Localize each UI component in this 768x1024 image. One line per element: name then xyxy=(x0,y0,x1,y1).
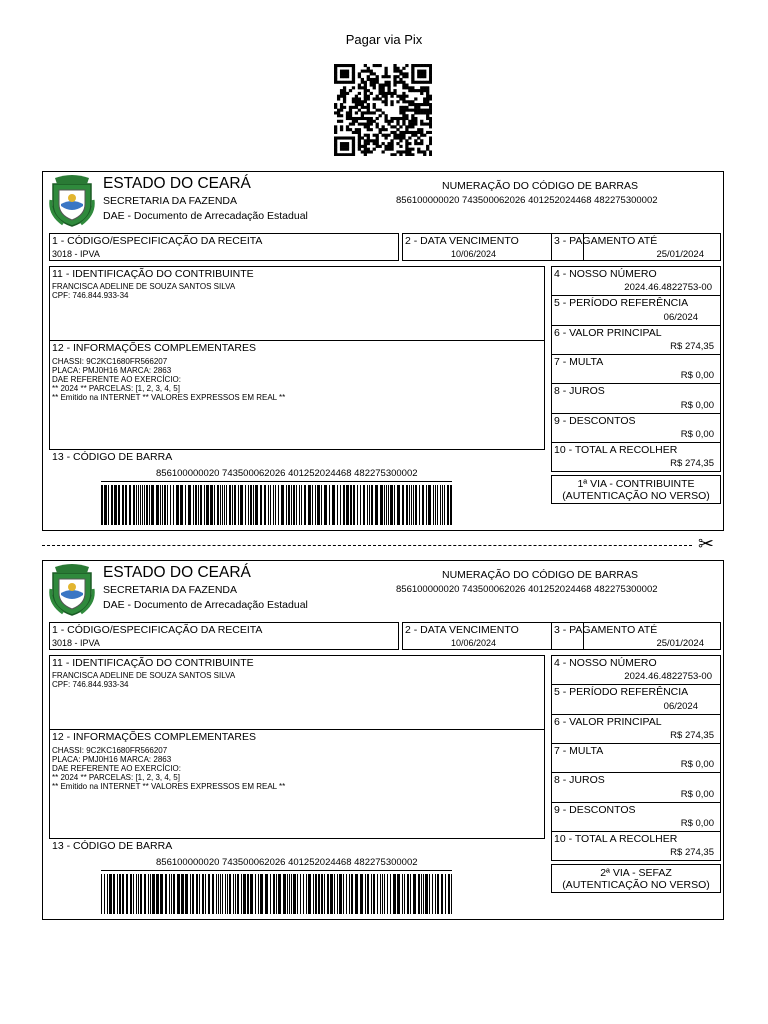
codigo-barra-label: 13 - CÓDIGO DE BARRA xyxy=(52,451,173,463)
info-line: ** 2024 ** PARCELAS: [1, 2, 3, 4, 5] xyxy=(52,384,180,393)
contribuinte-box xyxy=(49,655,545,839)
pix-qr-code xyxy=(334,64,432,156)
juros-value: R$ 0,00 xyxy=(680,400,714,411)
barcode-number-header: 856100000020 743500062026 401252024468 482275300002 xyxy=(396,584,658,595)
pix-title: Pagar via Pix xyxy=(345,32,423,47)
ceara-coat-of-arms-icon xyxy=(49,563,95,617)
dae-slip-sefaz xyxy=(42,560,724,920)
info-line: ** Emitido na INTERNET ** VALORES EXPRESSOS EM REAL ** xyxy=(52,393,286,402)
contribuinte-cpf: CPF: 746.844.933-34 xyxy=(52,291,129,300)
dae-label: DAE - Documento de Arrecadação Estadual xyxy=(103,599,308,611)
info-line: ** 2024 ** PARCELAS: [1, 2, 3, 4, 5] xyxy=(52,773,180,782)
info-line: CHASSI: 9C2KC1680FR566207 xyxy=(52,746,168,755)
total-value: R$ 274,35 xyxy=(670,458,714,469)
periodo-value: 06/2024 xyxy=(663,312,698,323)
total-value: R$ 274,35 xyxy=(670,847,714,858)
info-lines xyxy=(52,357,285,402)
descontos-value: R$ 0,00 xyxy=(680,818,714,829)
via-box xyxy=(551,864,721,893)
receita-box xyxy=(49,622,399,650)
descontos-label: 9 - DESCONTOS xyxy=(554,804,636,816)
contribuinte-name: FRANCISCA ADELINE DE SOUZA SANTOS SILVA xyxy=(52,282,236,291)
contribuinte-name: FRANCISCA ADELINE DE SOUZA SANTOS SILVA xyxy=(52,671,236,680)
info-line: PLACA: PMJ0H16 MARCA: 2863 xyxy=(52,366,172,375)
info-lines xyxy=(52,746,285,791)
multa-value: R$ 0,00 xyxy=(680,759,714,770)
barcode-number-title: NUMERAÇÃO DO CÓDIGO DE BARRAS xyxy=(442,180,639,192)
barcode-number-header: 856100000020 743500062026 401252024468 482275300002 xyxy=(396,195,658,206)
via-line2: (AUTENTICAÇÃO NO VERSO) xyxy=(562,879,710,891)
pagamento-value: 25/01/2024 xyxy=(656,249,704,260)
barcode xyxy=(101,874,452,914)
juros-label: 8 - JUROS xyxy=(554,774,605,786)
barcode xyxy=(101,485,452,525)
via-line1: 1ª VIA - CONTRIBUINTE xyxy=(577,478,695,490)
via-line2: (AUTENTICAÇÃO NO VERSO) xyxy=(562,490,710,502)
dae-slip-contribuinte xyxy=(42,171,724,531)
cut-line xyxy=(42,545,692,546)
valor-principal-value: R$ 274,35 xyxy=(670,341,714,352)
valor-principal-value: R$ 274,35 xyxy=(670,730,714,741)
info-line: DAE REFERENTE AO EXERCÍCIO: xyxy=(52,375,181,384)
info-line: CHASSI: 9C2KC1680FR566207 xyxy=(52,357,168,366)
nosso-numero-value: 2024.46.4822753-00 xyxy=(624,282,712,293)
state-name: ESTADO DO CEARÁ xyxy=(103,175,251,192)
info-line: PLACA: PMJ0H16 MARCA: 2863 xyxy=(52,755,172,764)
juros-label: 8 - JUROS xyxy=(554,385,605,397)
via-line1: 2ª VIA - SEFAZ xyxy=(600,867,672,879)
total-label: 10 - TOTAL A RECOLHER xyxy=(554,833,678,845)
values-box xyxy=(551,266,721,472)
pagamento-box xyxy=(551,233,721,261)
pagamento-label: 3 - PAGAMENTO ATÉ xyxy=(554,235,658,247)
secretaria-label: SECRETARIA DA FAZENDA xyxy=(103,195,238,207)
nosso-numero-value: 2024.46.4822753-00 xyxy=(624,671,712,682)
periodo-label: 5 - PERÍODO REFERÊNCIA xyxy=(554,686,689,698)
contribuinte-label: 11 - IDENTIFICAÇÃO DO CONTRIBUINTE xyxy=(52,657,254,669)
contribuinte-label: 11 - IDENTIFICAÇÃO DO CONTRIBUINTE xyxy=(52,268,254,280)
receita-value: 3018 - IPVA xyxy=(52,249,100,259)
receita-label: 1 - CÓDIGO/ESPECIFICAÇÃO DA RECEITA xyxy=(52,235,263,247)
secretaria-label: SECRETARIA DA FAZENDA xyxy=(103,584,238,596)
barcode-number-title: NUMERAÇÃO DO CÓDIGO DE BARRAS xyxy=(442,569,639,581)
receita-box xyxy=(49,233,399,261)
barcode-number-footer: 856100000020 743500062026 401252024468 482275300002 xyxy=(156,468,418,479)
multa-value: R$ 0,00 xyxy=(680,370,714,381)
vencimento-value: 10/06/2024 xyxy=(451,638,497,648)
info-label: 12 - INFORMAÇÕES COMPLEMENTARES xyxy=(52,731,257,743)
pagamento-box xyxy=(551,622,721,650)
periodo-label: 5 - PERÍODO REFERÊNCIA xyxy=(554,297,689,309)
contribuinte-cpf: CPF: 746.844.933-34 xyxy=(52,680,129,689)
barcode-number-footer: 856100000020 743500062026 401252024468 482275300002 xyxy=(156,857,418,868)
dae-label: DAE - Documento de Arrecadação Estadual xyxy=(103,210,308,222)
nosso-numero-label: 4 - NOSSO NÚMERO xyxy=(554,657,657,669)
multa-label: 7 - MULTA xyxy=(554,356,604,368)
info-line: ** Emitido na INTERNET ** VALORES EXPRESSOS EM REAL ** xyxy=(52,782,286,791)
valor-principal-label: 6 - VALOR PRINCIPAL xyxy=(554,716,662,728)
receita-label: 1 - CÓDIGO/ESPECIFICAÇÃO DA RECEITA xyxy=(52,624,263,636)
descontos-label: 9 - DESCONTOS xyxy=(554,415,636,427)
via-box xyxy=(551,475,721,504)
vencimento-value: 10/06/2024 xyxy=(451,249,497,259)
multa-label: 7 - MULTA xyxy=(554,745,604,757)
values-box xyxy=(551,655,721,861)
valor-principal-label: 6 - VALOR PRINCIPAL xyxy=(554,327,662,339)
info-label: 12 - INFORMAÇÕES COMPLEMENTARES xyxy=(52,342,257,354)
vencimento-label: 2 - DATA VENCIMENTO xyxy=(405,624,519,636)
nosso-numero-label: 4 - NOSSO NÚMERO xyxy=(554,268,657,280)
juros-value: R$ 0,00 xyxy=(680,789,714,800)
pagamento-label: 3 - PAGAMENTO ATÉ xyxy=(554,624,658,636)
receita-value: 3018 - IPVA xyxy=(52,638,100,648)
info-line: DAE REFERENTE AO EXERCÍCIO: xyxy=(52,764,181,773)
vencimento-label: 2 - DATA VENCIMENTO xyxy=(405,235,519,247)
descontos-value: R$ 0,00 xyxy=(680,429,714,440)
periodo-value: 06/2024 xyxy=(663,701,698,712)
ceara-coat-of-arms-icon xyxy=(49,174,95,228)
state-name: ESTADO DO CEARÁ xyxy=(103,564,251,581)
pagamento-value: 25/01/2024 xyxy=(656,638,704,649)
contribuinte-box xyxy=(49,266,545,450)
codigo-barra-label: 13 - CÓDIGO DE BARRA xyxy=(52,840,173,852)
scissors-icon: ✂ xyxy=(698,534,714,555)
total-label: 10 - TOTAL A RECOLHER xyxy=(554,444,678,456)
